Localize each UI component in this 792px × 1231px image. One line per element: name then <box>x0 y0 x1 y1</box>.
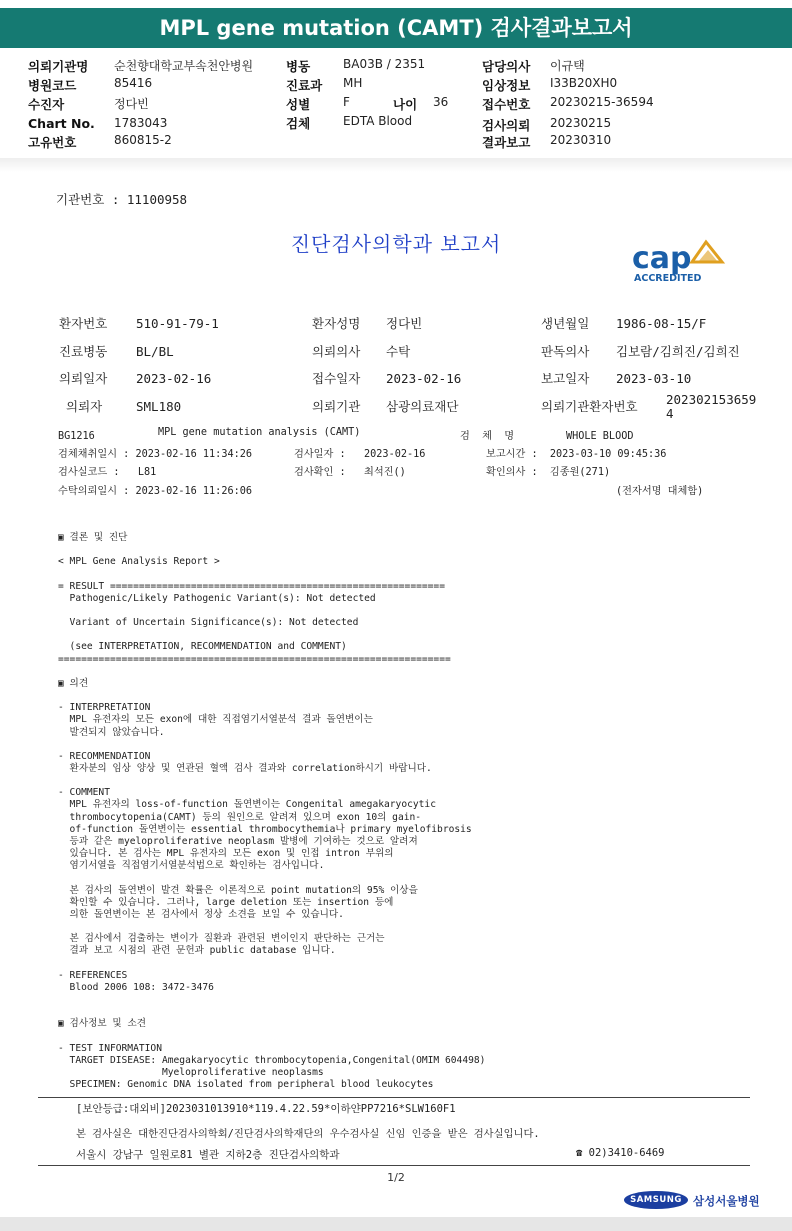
header-label-unique-no: 고유번호 <box>28 135 77 150</box>
header-separator <box>0 158 792 172</box>
value-institution-patient-no: 202302153659 4 <box>666 392 757 421</box>
header-label-doctor: 담당의사 <box>482 59 531 74</box>
value-patient-name: 정다빈 <box>386 316 423 331</box>
header-label-hospital-code: 병원코드 <box>28 78 77 93</box>
label-patient-no: 환자번호 <box>59 316 108 331</box>
header-label-institution: 의뢰기관명 <box>28 59 89 74</box>
header-label-sex: 성별 <box>286 97 311 112</box>
label-report-date: 보고일자 <box>541 371 590 386</box>
label-requesting-doctor: 의뢰의사 <box>312 344 361 359</box>
value-receipt-date: 2023-02-16 <box>386 371 462 386</box>
header-value-specimen: EDTA Blood <box>343 114 413 128</box>
confirming-doctor: 확인의사 : 김종원(271) <box>486 467 611 478</box>
header-value-request-date: 20230215 <box>550 116 612 130</box>
header-label-report-date: 결과보고 <box>482 135 531 150</box>
header-value-age: 36 <box>433 95 449 109</box>
label-requesting-institution: 의뢰기관 <box>312 399 361 414</box>
page-number: 1/2 <box>387 1171 405 1184</box>
value-reading-doctor: 김보람/김희진/김희진 <box>616 344 740 359</box>
value-report-date: 2023-03-10 <box>616 371 692 386</box>
header-value-chart-no: 1783043 <box>114 116 168 130</box>
label-institution-patient-no: 의뢰기관환자번호 <box>541 399 638 414</box>
label-ward: 진료병동 <box>59 344 108 359</box>
label-patient-name: 환자성명 <box>312 316 361 331</box>
value-requester: SML180 <box>136 399 182 414</box>
header-value-department: MH <box>343 76 363 90</box>
test-code: BG1216 <box>58 431 95 442</box>
header-value-receipt-no: 20230215-36594 <box>550 95 654 109</box>
svg-text:cap: cap <box>632 241 692 276</box>
header-value-unique-no: 860815-2 <box>114 133 172 147</box>
header-label-request-date: 검사의뢰 <box>482 118 531 133</box>
header-value-clinical-info: I33B20XH0 <box>550 76 618 90</box>
certification-text: 본 검사실은 대한진단검사의학회/진단검사의학재단의 우수검사실 신임 인증을 받은 검사실입니다. <box>76 1128 540 1140</box>
e-signature-note: (전자서명 대체함) <box>616 486 704 497</box>
lab-code: 검사실코드 : L81 <box>58 467 157 478</box>
test-confirm: 검사확인 : 최석진() <box>294 467 406 478</box>
header-label-ward: 병동 <box>286 59 311 74</box>
collection-datetime: 검체채취일시 : 2023-02-16 11:34:26 <box>58 449 252 460</box>
report-main-title: 진단검사의학과 보고서 <box>290 232 502 256</box>
footer-divider <box>38 1097 750 1098</box>
consignment-datetime: 수탁의뢰일시 : 2023-02-16 11:26:06 <box>58 486 252 497</box>
value-requesting-doctor: 수탁 <box>386 344 411 359</box>
value-requesting-institution: 삼광의료재단 <box>386 399 459 414</box>
header-label-chart-no: Chart No. <box>28 116 95 131</box>
value-patient-no: 510-91-79-1 <box>136 316 219 331</box>
report-body: ▣ 결론 및 진단 < MPL Gene Analysis Report > = RESULT ========================================================== Pathogenic/Likely Pathogenic Variant(s): Not detected Variant of Uncertain Significance(s): Not detected (see INTERPRETATION, RECOMMENDATION and COMMENT) ==================================================================== ▣ 의견 - INTERPRETATION MPL 유전자의 모든 exon에 대한 직접염기서열분석 결과 돌연변이는 발견되지 않았습니다. - RECOMMENDATION 환자분의 임상 양상 및 연관된 혈액 검사 결과와 correlation하시기 바랍니다. - COMMENT MPL 유전자의 loss-of-function 돌연변이는 Congenital amegakaryocytic thrombocytopenia(CAMT) 등의 원인으로 알려져 있으며 exon 10의 gain- of-function 돌연변이는 essential thrombocythemia나 primary myelofibrosis 등과 같은 myeloproliferative neoplasm 발병에 기여하는 것으로 알려져 있습니다. 본 검사는 MPL 유전자의 모든 exon 및 인접 intron 부위의 염기서열을 직접염기서열분석법으로 확인하는 검사입니다. 본 검사의 돌연변이 발견 확률은 이론적으로 point mutation의 95% 이상을 확인할 수 있습니다. 그러나, large deletion 또는 insertion 등에 의한 돌연변이는 본 검사에서 정상 소견을 보일 수 있습니다. 본 검사에서 검출하는 변이가 질환과 관련된 변이인지 판단하는 근거는 결과 보고 시점의 관련 문헌과 public database 입니다. - REFERENCES Blood 2006 108: 3472-3476 ▣ 검사정보 및 소견 - TEST INFORMATION TARGET DISEASE: Amegakaryocytic thrombocytopenia,Congenital(OMIM 604498) Myeloproliferative neoplasms SPECIMEN: Genomic DNA isolated from peripheral blood leukocytes <box>58 532 486 1091</box>
value-request-date: 2023-02-16 <box>136 371 212 386</box>
security-line: [보안등급:대외비]2023031013910*119.4.22.59*이하얀PP7216*SLW160F1 <box>76 1103 456 1115</box>
hospital-name-logo: 삼성서울병원 <box>693 1194 760 1208</box>
header-value-sex: F <box>343 95 350 109</box>
label-birth-date: 생년월일 <box>541 316 590 331</box>
institution-number: 기관번호 : 11100958 <box>56 192 188 207</box>
header-label-department: 진료과 <box>286 78 323 93</box>
test-date: 검사일자 : 2023-02-16 <box>294 449 426 460</box>
bottom-band <box>0 1217 792 1231</box>
header-value-ward: BA03B / 2351 <box>343 57 426 71</box>
header-label-clinical-info: 임상정보 <box>482 78 531 93</box>
header-label-patient: 수진자 <box>28 97 65 112</box>
specimen-label: 검 체 명 <box>460 431 515 442</box>
header-value-hospital-code: 85416 <box>114 76 153 90</box>
label-requester: 의뢰자 <box>66 399 103 414</box>
address: 서울시 강남구 일원로81 별관 지하2층 진단검사의학과 <box>76 1149 340 1161</box>
label-receipt-date: 접수일자 <box>312 371 361 386</box>
header-label-specimen: 검체 <box>286 116 311 131</box>
specimen-value: WHOLE BLOOD <box>566 431 634 442</box>
header-value-patient: 정다빈 <box>114 97 149 111</box>
header-value-institution: 순천향대학교부속천안병원 <box>114 59 254 73</box>
label-reading-doctor: 판독의사 <box>541 344 590 359</box>
value-birth-date: 1986-08-15/F <box>616 316 707 331</box>
header-label-age: 나이 <box>393 97 418 112</box>
test-name: MPL gene mutation analysis (CAMT) <box>158 427 361 438</box>
footer-divider-bottom <box>38 1165 750 1166</box>
report-time: 보고시간 : 2023-03-10 09:45:36 <box>486 449 667 460</box>
phone: ☎ 02)3410-6469 <box>576 1147 665 1159</box>
header-label-receipt-no: 접수번호 <box>482 97 531 112</box>
svg-text:ACCREDITED: ACCREDITED <box>634 273 702 284</box>
cap-accredited-logo <box>630 236 730 286</box>
value-ward: BL/BL <box>136 344 174 359</box>
header-value-report-date: 20230310 <box>550 133 612 147</box>
label-request-date: 의뢰일자 <box>59 371 108 386</box>
samsung-logo: SAMSUNG <box>624 1191 688 1209</box>
report-title-bar: MPL gene mutation (CAMT) 검사결과보고서 <box>0 8 792 48</box>
header-value-doctor: 이규택 <box>550 59 585 73</box>
